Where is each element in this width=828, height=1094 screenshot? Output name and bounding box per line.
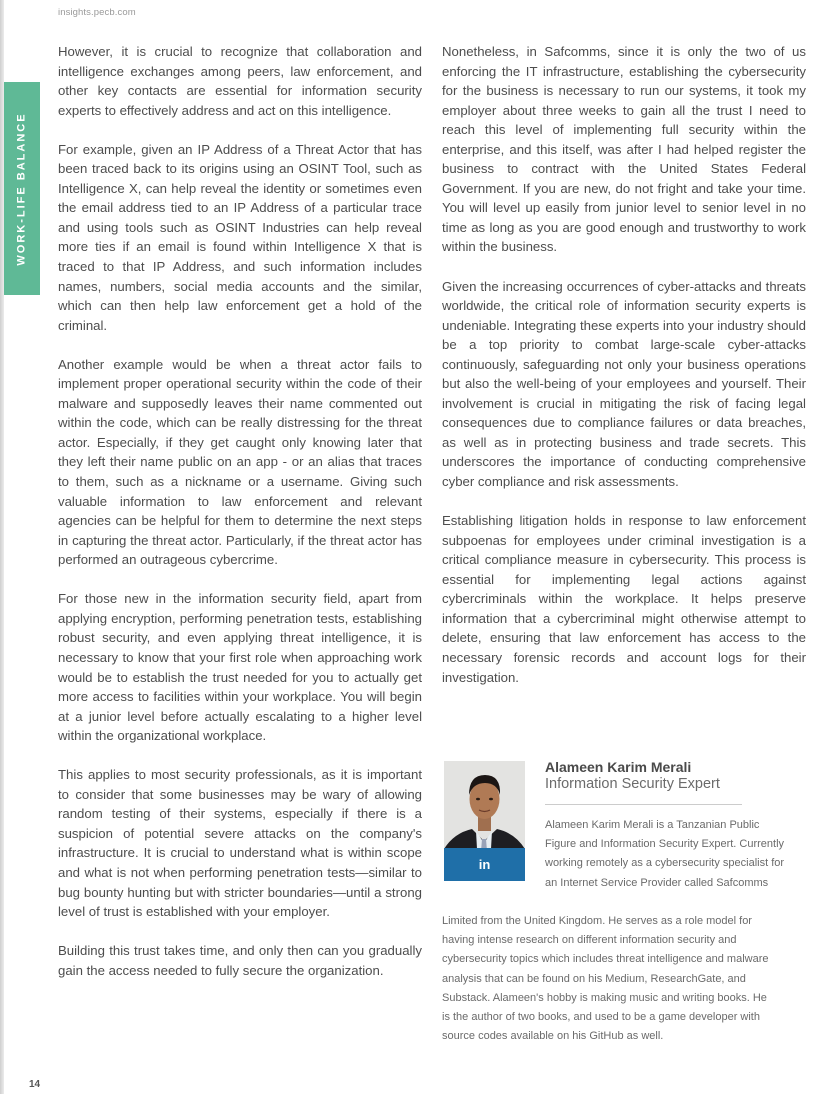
paragraph: Building this trust takes time, and only then can you gradually gain the access needed to fully secure the organization. xyxy=(58,943,422,978)
author-title: Information Security Expert xyxy=(545,776,720,792)
section-tab xyxy=(4,82,40,295)
author-bio-top: Alameen Karim Merali is a Tanzanian Public Figure and Information Security Expert. Currently working remotely as a cybersecurity specialist for an Internet Service Provider called Safcomms xyxy=(545,819,785,889)
paragraph: For those new in the information security field, apart from applying encryption, performing penetration tests, establishing robust security, and even applying threat intelligence, it is necessary to know that your first role when approaching work would be to establish the trust needed for you to actually get more access to facilities within your workplace. You will begin at a junior level before actually escalating to a higher level within the organizational workplace. xyxy=(58,591,422,744)
paragraph: Given the increasing occurrences of cyber-attacks and threats worldwide, the critical role of information security experts is undeniable. Integrating these experts into your industry should be a top priority to combat large-scale cyber-attacks continuously, safeguarding not only your business operations but also the well-being of your employees and yourself. Their involvement is crucial in mitigating the risk of facing legal consequences due to compliance failures or data breaches, as well as in protecting business and trade secrets. This underscores the importance of conducting comprehensive cyber compliance and risk assessments. xyxy=(442,278,806,490)
left-column xyxy=(58,42,422,980)
paragraph: Nonetheless, in Safcomms, since it is only the two of us enforcing the IT infrastructure, establishing the cybersecurity for the business is necessary to run our systems, it took my employer about three weeks to gain all the trust I need to reach this level of implementing full security within the enterprise, and this itself, was after I had helped register the business to contract with the United States Federal Government. If you are new, do not fright and take your time. You will level up easily from junior level to senior level in no time as long as you are good enough and trustworthy to work within the business. xyxy=(442,44,806,255)
right-column xyxy=(442,42,806,687)
paragraph: Establishing litigation holds in response to law enforcement subpoenas for employees under criminal investigation is a critical compliance measure in cybersecurity. This process is essential for implementing legal actions against cybercriminals within the workplace. It helps preserve information that a cybercriminal might otherwise attempt to delete, ensuring that law enforcement has access to the necessary forensic records and account logs for their investigation. xyxy=(442,513,806,685)
section-tab-label: WORK-LIFE BALANCE xyxy=(16,111,28,266)
page-number: 14 xyxy=(29,1079,41,1090)
paragraph: For example, given an IP Address of a Threat Actor that has been traced back to its origins using an OSINT Tool, such as Intelligence X, can help reveal the identity or sometimes even the email address tied to an IP Address of a particular trace and using tools such as OSINT Industries can help reveal more ties if an email is found within Intelligence X that is traced to that IP Address, and such information includes names, numbers, social media accounts and the similar, which can then help law enforcement get a hold of the criminal. xyxy=(58,141,422,333)
author-photo xyxy=(444,761,525,881)
author-bio-bottom: Limited from the United Kingdom. He serves as a role model for having intense research on different information security and cybersecurity topics which includes threat intelligence and malware analysis that can be found on his Medium, ResearchGate, and Substack. Alameen's hobby is making music and writing books. He is the author of two books, and used to be a game developer with source codes available on his GitHub as well. xyxy=(442,915,769,1043)
linkedin-button[interactable] xyxy=(444,848,525,881)
author-divider xyxy=(545,804,742,805)
author-name: Alameen Karim Merali xyxy=(545,759,692,775)
paragraph: Another example would be when a threat actor fails to implement proper operational security within the code of their malware and supposedly leaves their name commented out within the code, which can be really distressing for the threat actor. Especially, if they get caught only knowing later that they left their name public on an app - or an alias that traces to them, such as a nickname or a username. Giving such valuable information to law enforcement and relevant agencies can be helpful for them to determine the next steps in capturing the threat actor. Particularly, if the threat actor has performed an outrageous cybercrime. xyxy=(58,356,422,568)
paragraph: However, it is crucial to recognize that collaboration and intelligence exchanges among peers, law enforcement, and other key contacts are essential for information security experts to effectively address and act on this intelligence. xyxy=(58,44,422,118)
paragraph: This applies to most security professionals, as it is important to consider that some businesses may be wary of allowing random testing of their systems, especially if there is a suspicion of potential severe attacks on the company's infrastructure. It is crucial to understand what is within scope and what is not when performing penetration tests—similar to bug bounty hunting but with stricter boundaries—until a strong level of trust is established with your employer. xyxy=(58,767,422,920)
site-url[interactable]: insights.pecb.com xyxy=(58,7,136,18)
linkedin-icon: in xyxy=(478,857,491,872)
